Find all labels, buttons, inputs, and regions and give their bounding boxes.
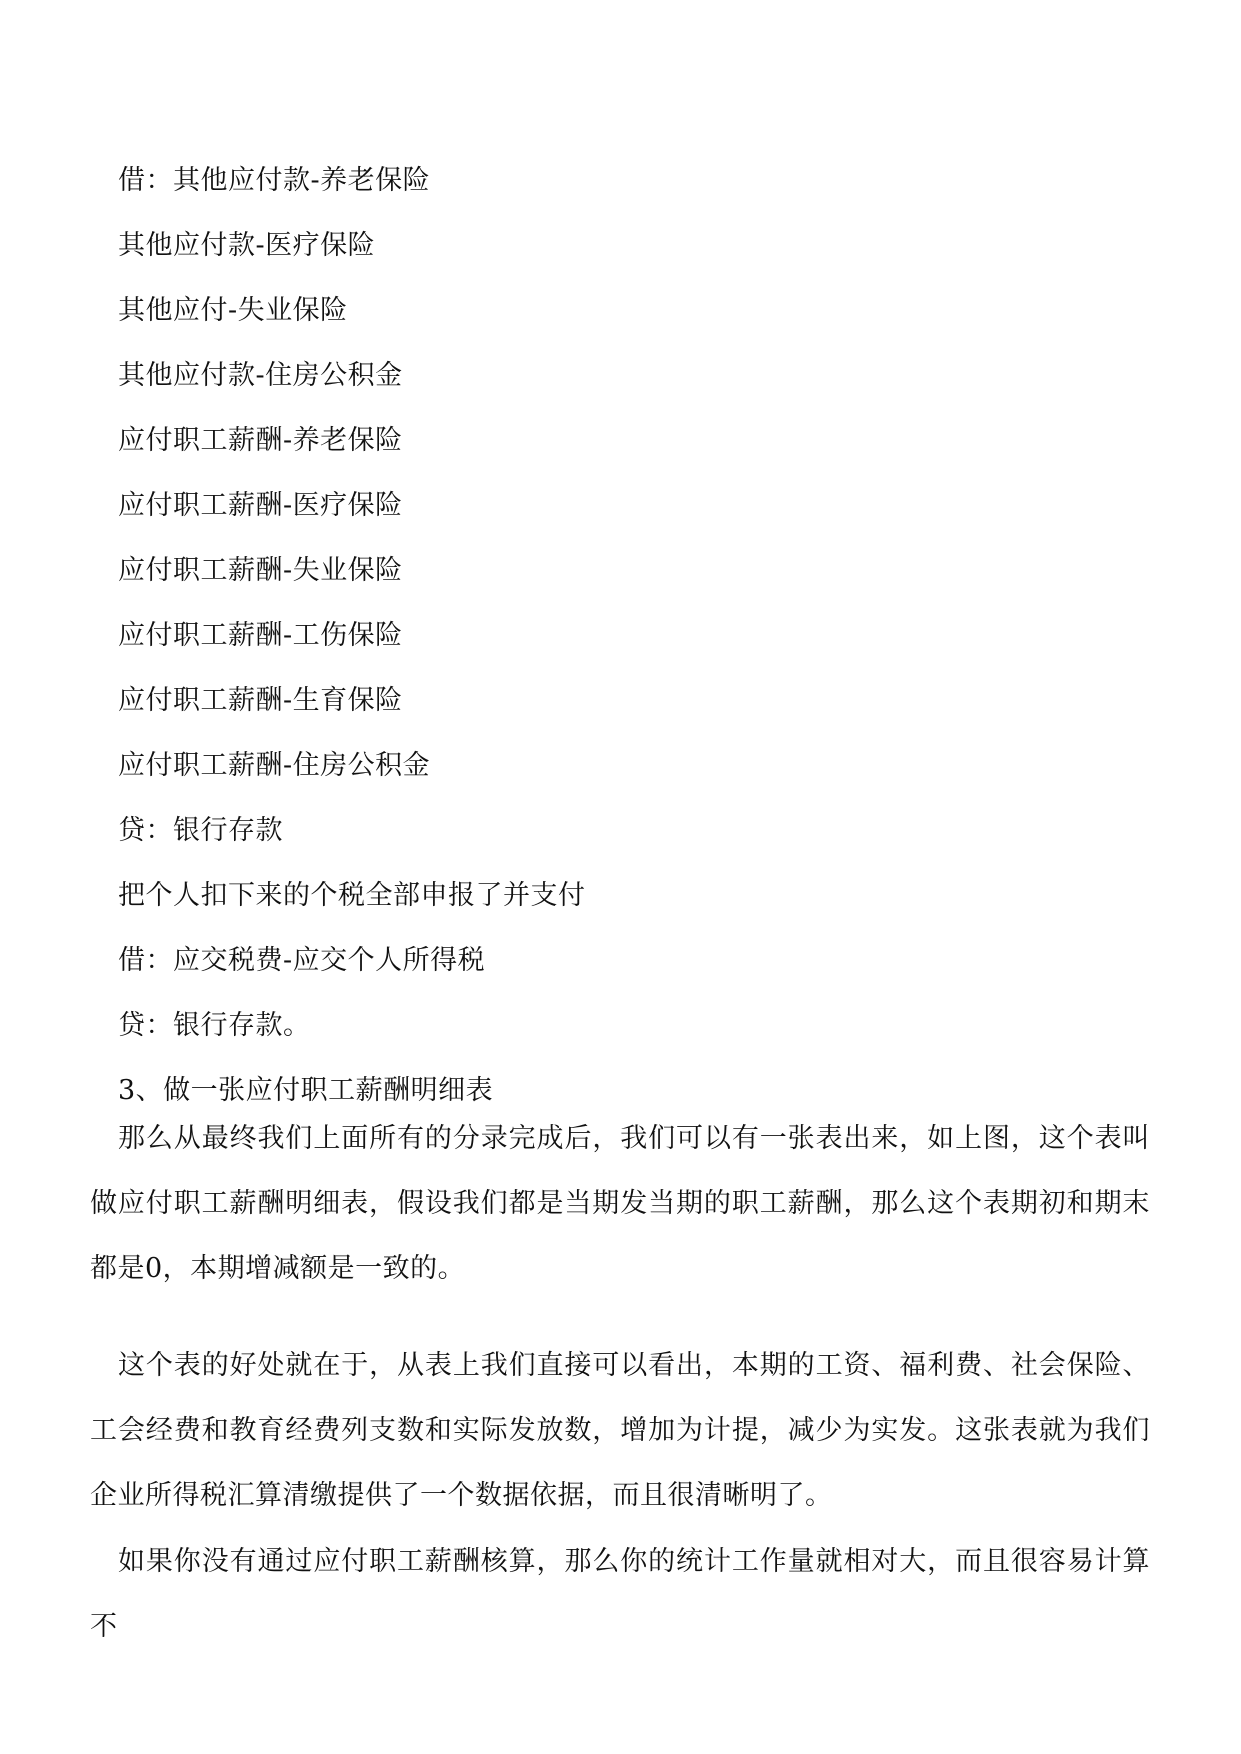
entry-line: 应付职工薪酬-工伤保险: [118, 620, 403, 651]
entry-line: 借：应交税费-应交个人所得税: [118, 945, 486, 976]
paragraph: 那么从最终我们上面所有的分录完成后，我们可以有一张表出来，如上图，这个表叫做应付职工薪酬明细表，假设我们都是当期发当期的职工薪酬，那么这个表期初和期末都是0，本期增减额是一致的。: [90, 1123, 1150, 1284]
paragraph: 这个表的好处就在于，从表上我们直接可以看出，本期的工资、福利费、社会保险、工会经费和教育经费列支数和实际发放数，增加为计提，减少为实发。这张表就为我们企业所得税汇算清缴提供了一个数据依据，而且很清晰明了。: [90, 1350, 1150, 1511]
entry-line: 贷：银行存款: [118, 815, 283, 846]
entry-line: 贷：银行存款。: [118, 1010, 311, 1041]
entry-line: 其他应付款-住房公积金: [118, 360, 403, 391]
entry-line: 其他应付-失业保险: [118, 295, 348, 326]
paragraph: 如果你没有通过应付职工薪酬核算，那么你的统计工作量就相对大，而且很容易计算不: [90, 1546, 1150, 1642]
entry-line: 应付职工薪酬-住房公积金: [118, 750, 431, 781]
entry-line: 借：其他应付款-养老保险: [118, 165, 431, 196]
entry-line: 应付职工薪酬-养老保险: [118, 425, 403, 456]
entry-line: 应付职工薪酬-失业保险: [118, 555, 403, 586]
entry-line: 应付职工薪酬-医疗保险: [118, 490, 403, 521]
entry-line: 应付职工薪酬-生育保险: [118, 685, 403, 716]
entry-line: 把个人扣下来的个税全部申报了并支付: [118, 880, 586, 911]
entry-line: 其他应付款-医疗保险: [118, 230, 376, 261]
section-heading: 3、做一张应付职工薪酬明细表: [118, 1075, 494, 1106]
